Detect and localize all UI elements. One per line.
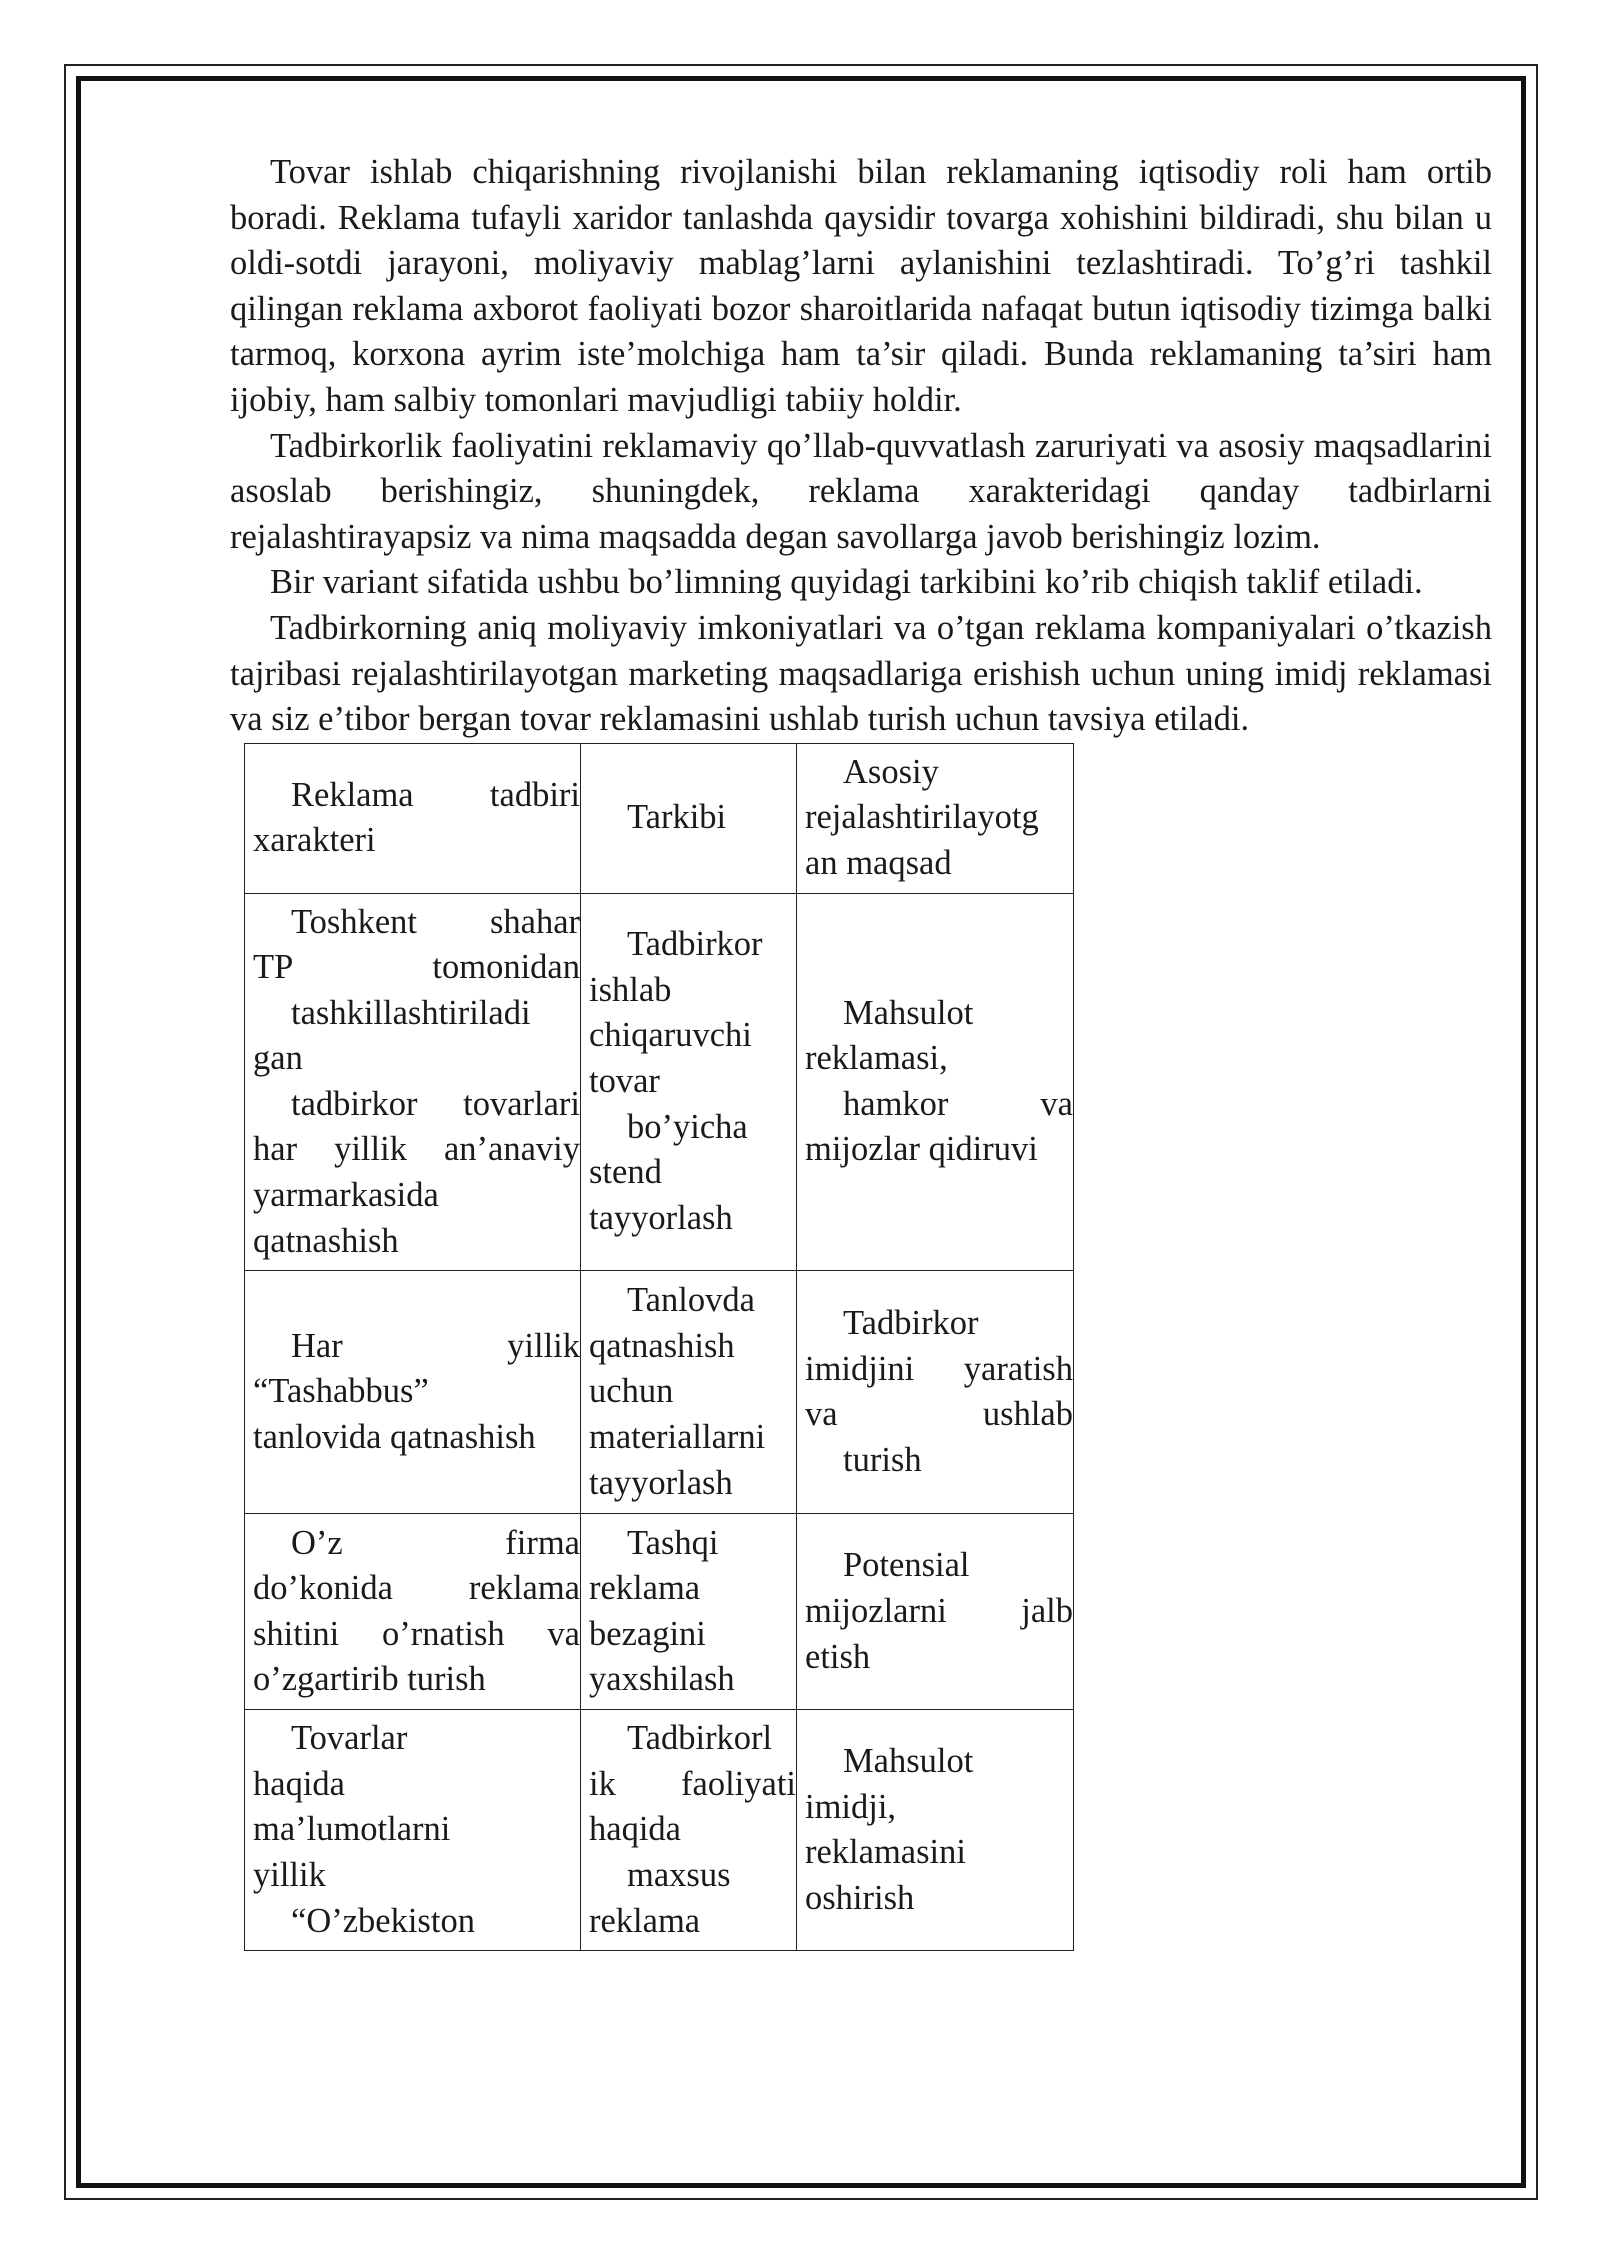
cell-line: Mahsulot — [843, 1742, 974, 1781]
cell-line: Mahsulot — [843, 993, 974, 1032]
cell-line: bo’yicha — [627, 1107, 748, 1146]
cell-goal — [797, 1514, 1074, 1710]
cell-line: maxsus — [627, 1856, 731, 1895]
cell-line: mijozlarni jalb — [805, 1591, 1073, 1630]
cell-line: chiqaruvchi — [589, 1016, 752, 1055]
cell-line: TP tomonidan — [253, 948, 580, 987]
header-cell-content — [581, 743, 797, 893]
cell-line: “Tashabbus” — [253, 1372, 429, 1411]
cell-line: uchun — [589, 1372, 674, 1411]
cell-character — [245, 1271, 581, 1514]
cell-line: yarmarkasida — [253, 1176, 439, 1215]
cell-line: Tashqi — [627, 1523, 719, 1562]
paragraph-3: Bir variant sifatida ushbu bo’limning quyidagi tarkibini ko’rib chiqish taklif etiladi. — [270, 563, 1423, 602]
cell-line: xarakteri — [253, 821, 376, 860]
cell-line: Asosiy — [843, 752, 939, 791]
cell-line: tashkillashtiriladi — [291, 993, 531, 1032]
cell-character — [245, 893, 581, 1271]
cell-goal — [797, 893, 1074, 1271]
header-cell-character — [245, 743, 581, 893]
cell-line: etish — [805, 1637, 871, 1676]
cell-line: haqida — [253, 1764, 345, 1803]
cell-line: rejalashtirilayotg — [805, 798, 1039, 837]
cell-line: mijozlar qidiruvi — [805, 1130, 1038, 1169]
cell-line: haqida — [589, 1810, 681, 1849]
cell-line: yaxshilash — [589, 1660, 735, 1699]
cell-line: stend — [589, 1153, 662, 1192]
cell-line: reklama — [589, 1569, 701, 1608]
cell-line: reklama — [589, 1901, 701, 1940]
cell-line: Tovarlar — [291, 1719, 408, 1758]
cell-content — [581, 893, 797, 1271]
cell-line: Toshkent shahar — [291, 902, 580, 941]
cell-line: o’zgartirib turish — [253, 1660, 486, 1699]
cell-line: har yillik an’anaviy — [253, 1130, 580, 1169]
cell-line: bezagini — [589, 1614, 706, 1653]
cell-content — [581, 1710, 797, 1951]
cell-character — [245, 1710, 581, 1951]
cell-line: tanlovida qatnashish — [253, 1418, 536, 1457]
cell-line: tadbirkor tovarlari — [291, 1084, 580, 1123]
cell-line: ik faoliyati — [589, 1764, 796, 1803]
cell-line: materiallarni — [589, 1418, 766, 1457]
cell-line: turish — [843, 1440, 922, 1479]
cell-line: oshirish — [805, 1878, 915, 1917]
cell-line: Tadbirkor — [843, 1304, 979, 1343]
cell-character — [245, 1514, 581, 1710]
paragraph-4: Tadbirkorning aniq moliyaviy imkoniyatlari va o’tgan reklama kompaniyalari o’tkazish tajribasi rejalashtirilayotgan marketing maqsadlariga erishish uchun uning imidj reklamasi va siz e’tibor bergan tovar reklamasini ushlab turish uchun tavsiya etiladi. — [230, 608, 1492, 739]
cell-line: va ushlab — [805, 1395, 1073, 1434]
cell-goal — [797, 1710, 1074, 1951]
cell-line: hamkor va — [843, 1084, 1073, 1123]
cell-line: Tadbirkor — [627, 925, 763, 964]
cell-line: qatnashish — [253, 1221, 399, 1260]
cell-line: tovar — [589, 1062, 660, 1101]
table-row — [245, 1710, 1074, 1951]
table-row — [245, 1514, 1074, 1710]
paragraph-2: Tadbirkorlik faoliyatini reklamaviy qo’llab-quvvatlash zaruriyati va asosiy maqsadlarini asoslab berishingiz, shuningdek, reklama xarakteridagi qanday tadbirlarni rejalashtirayapsiz va nima maqsadda degan savollarga javob berishingiz lozim. — [230, 426, 1492, 556]
table-header-row — [245, 743, 1074, 893]
cell-goal — [797, 1271, 1074, 1514]
cell-line: Reklama tadbiri — [291, 775, 580, 814]
cell-content — [581, 1514, 797, 1710]
cell-line: Har yillik — [291, 1326, 580, 1365]
advertising-plan-table — [244, 743, 1074, 1952]
cell-line: imidji, — [805, 1787, 897, 1826]
document-body — [230, 150, 1492, 1951]
cell-line: “O’zbekiston — [291, 1901, 475, 1940]
paragraph-1: Tovar ishlab chiqarishning rivojlanishi bilan reklamaning iqtisodiy roli ham ortib boradi. Reklama tufayli xaridor tanlashda qaysidir tovarga xohishini bildiradi, shu bilan u oldi-sotdi jarayoni, moliyaviy mablag’larni aylanishini tezlashtiradi. To’g’ri tashkil qilingan reklama axborot faoliyati bozor sharoitlarida nafaqat butun iqtisodiy tizimga balki tarmoq, korxona ayrim iste’molchiga ham ta’sir qiladi. Bunda reklamaning ta’siri ham ijobiy, ham salbiy tomonlari mavjudligi tabiiy holdir. — [230, 153, 1492, 419]
cell-content — [581, 1271, 797, 1514]
cell-line: gan — [253, 1039, 303, 1078]
cell-line: shitini o’rnatish va — [253, 1614, 580, 1653]
cell-line: yillik — [253, 1856, 326, 1895]
cell-line: ishlab — [589, 970, 672, 1009]
cell-line: qatnashish — [589, 1326, 735, 1365]
cell-line: ma’lumotlarni — [253, 1810, 451, 1849]
cell-line: tayyorlash — [589, 1463, 733, 1502]
cell-line: do’konida reklama — [253, 1569, 580, 1608]
cell-line: tayyorlash — [589, 1198, 733, 1237]
cell-line: reklamasini — [805, 1833, 966, 1872]
cell-line: reklamasi, — [805, 1039, 948, 1078]
cell-line: Potensial — [843, 1546, 970, 1585]
cell-line: an maqsad — [805, 843, 952, 882]
table-row — [245, 1271, 1074, 1514]
header-cell-goal — [797, 743, 1074, 893]
table-row — [245, 893, 1074, 1271]
cell-line: Tarkibi — [627, 798, 727, 837]
cell-line: Tanlovda — [627, 1281, 755, 1320]
cell-line: Tadbirkorl — [627, 1719, 773, 1758]
cell-line: imidjini yaratish — [805, 1349, 1073, 1388]
cell-line: O’z firma — [291, 1523, 580, 1562]
